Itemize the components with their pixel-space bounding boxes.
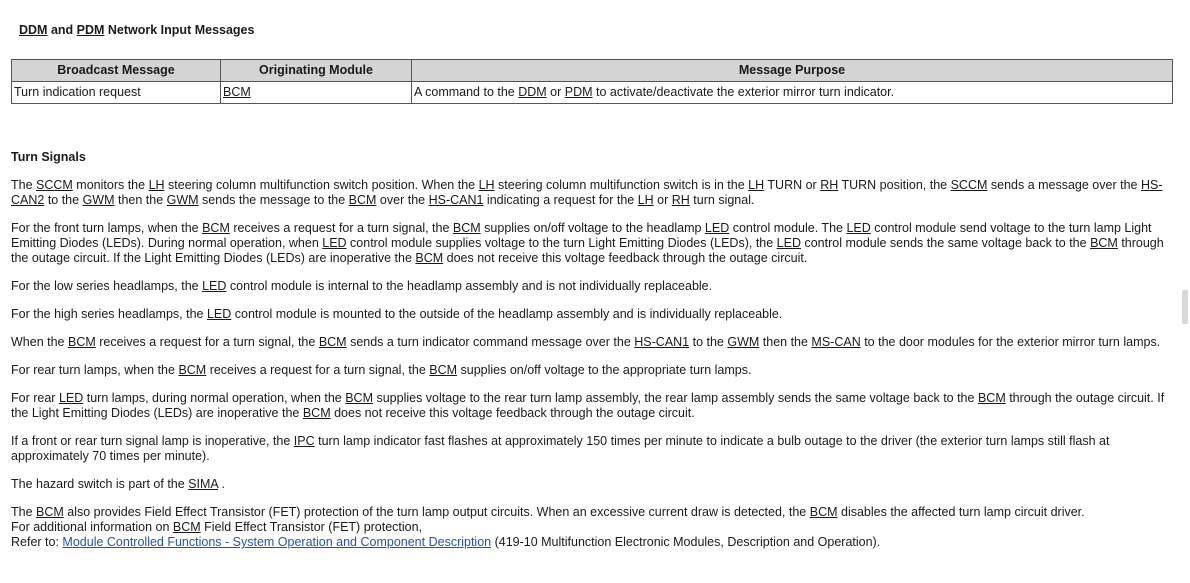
abbr-link[interactable]: LED [704,221,730,235]
abbr-link[interactable]: GWM [166,193,199,207]
table-header-row [12,60,1173,82]
abbr-link[interactable]: BCM [302,406,331,420]
paragraph-text: For rear turn lamps, when the [11,363,179,377]
abbr-link[interactable]: BCM [1090,236,1118,250]
abbr-link[interactable]: LED [206,307,232,321]
originating-module-cell [221,82,412,104]
paragraph [11,363,1173,378]
paragraph-text: The [11,505,37,519]
abbr-link[interactable]: LH [478,178,495,192]
paragraph-text: supplies voltage to the rear turn lamp assembly, the rear lamp assembly sends the same voltage back to the [373,391,978,405]
abbr-link[interactable]: BCM [36,505,64,519]
paragraph-text: Field Effect Transistor (FET) protection, [200,520,423,534]
paragraph-text: control module is mounted to the outside of the headlamp assembly and is individually replaceable. [231,307,783,321]
paragraph-text: control module supplies voltage to the turn Light Emitting Diodes (LEDs), the [346,236,777,250]
paragraph-text: sends a turn indicator command message over the [346,335,635,349]
abbr-link[interactable]: GWM [727,335,760,349]
paragraph-text: control module. The [729,221,847,235]
column-header: Message Purpose [412,60,1173,82]
paragraph-text: also provides Field Effect Transistor (FET) protection of the turn lamp output circuits. When an excessive current draw is detected, the [63,505,810,519]
paragraph-text: turn lamp indicator fast flashes at approximately 150 times per minute to indicate a bulb outage to the driver (the exterior turn lamps still flash at approximately 70 times per minute). [11,434,1110,463]
paragraph-text: TURN or [764,178,821,192]
table-row [12,82,1173,104]
abbr-link[interactable]: LH [148,178,165,192]
paragraph-text: to the [44,193,83,207]
paragraph [11,434,1173,464]
paragraph-text: to the door modules for the exterior mirror turn lamps. [860,335,1161,349]
abbr-link[interactable]: BCM [415,251,444,265]
abbr-link[interactable]: BCM [809,505,838,519]
broadcast-message-cell: Turn indication request [12,82,221,104]
paragraph [11,477,1173,492]
abbr-link[interactable]: BCM [318,335,347,349]
cell-text: or [546,85,565,99]
abbr-link[interactable]: DDM [518,85,547,99]
paragraph-text: does not receive this voltage feedback through the outage circuit. [330,406,695,420]
paragraph-text: to the [689,335,728,349]
paragraph-text: sends the message to the [198,193,349,207]
paragraph-text: indicating a request for the [483,193,638,207]
abbr-link[interactable]: LED [202,279,227,293]
paragraph-text: If a front or rear turn signal lamp is inoperative, the [11,434,294,448]
paragraph-text: control module is internal to the headlamp assembly and is not individually replaceable. [226,279,713,293]
paragraph-text: The hazard switch is part of the [11,477,189,491]
abbr-link[interactable]: BCM [345,391,373,405]
paragraph [11,307,1173,322]
refer-text: (419-10 Multifunction Electronic Modules, Description and Operation). [491,535,881,549]
section-heading [19,23,254,38]
paragraph-text: control module send voltage to the turn lamp Light Emitting Diodes (LEDs). During normal operation, when [11,221,1152,250]
abbr-link[interactable]: BCM [67,335,96,349]
paragraph [11,391,1173,421]
abbr-link[interactable]: RH [671,193,690,207]
abbr-link[interactable]: DDM [19,23,48,37]
abbr-link[interactable]: BCM [977,391,1006,405]
abbr-link[interactable]: HS-CAN1 [634,335,690,349]
paragraph-text: For rear [11,391,59,405]
paragraph-text: control module sends the same voltage back to the [801,236,1091,250]
description-paragraphs [11,178,1173,550]
abbr-link[interactable]: PDM [76,23,105,37]
column-header: Broadcast Message [12,60,221,82]
abbr-link[interactable]: SIMA [188,477,219,491]
abbr-link[interactable]: BCM [202,221,230,235]
paragraph-text: receives a request for a turn signal, the [206,363,430,377]
cell-text: A command to the [414,85,519,99]
paragraph [11,178,1173,208]
paragraph-text: monitors the [72,178,149,192]
abbr-link[interactable]: IPC [293,434,315,448]
paragraph [11,505,1173,550]
paragraph-text: through the outage circuit. If the Light Emitting Diodes (LEDs) are inoperative the [11,236,1164,265]
paragraph-text: receives a request for a turn signal, the [229,221,453,235]
abbr-link[interactable]: LED [58,391,84,405]
paragraph-text: For the low series headlamps, the [11,279,203,293]
paragraph-text: supplies on/off voltage to the headlamp [480,221,705,235]
paragraph [11,221,1173,266]
paragraph-text: through the outage circuit. If the Light Emitting Diodes (LEDs) are inoperative the [11,391,1165,420]
abbr-link[interactable]: SCCM [36,178,73,192]
abbr-link[interactable]: BCM [452,221,481,235]
paragraph [11,335,1173,350]
paragraph-text: supplies on/off voltage to the appropriate turn lamps. [457,363,752,377]
abbr-link[interactable]: RH [820,178,839,192]
abbr-link[interactable]: MS-CAN [811,335,861,349]
paragraph-text: sends a message over the [987,178,1141,192]
paragraph-text: For the front turn lamps, when the [11,221,203,235]
paragraph-text: over the [376,193,429,207]
turn-signals-heading: Turn Signals [11,150,86,164]
refer-text: Refer to: [11,535,63,549]
abbr-link[interactable]: GWM [82,193,115,207]
paragraph-text: or [653,193,672,207]
abbr-link[interactable]: BCM [178,363,207,377]
paragraph-text: steering column multifunction switch position. When the [164,178,479,192]
paragraph-text: then the [759,335,812,349]
paragraph-text: turn lamps, during normal operation, when the [83,391,346,405]
abbr-link[interactable]: BCM [223,85,251,99]
abbr-link[interactable]: LH [748,178,765,192]
paragraph-text: then the [114,193,167,207]
abbr-link[interactable]: LED [846,221,871,235]
paragraph-text: does not receive this voltage feedback through the outage circuit. [443,251,808,265]
abbr-link[interactable]: LED [776,236,801,250]
paragraph-text: disables the affected turn lamp circuit driver. [837,505,1085,519]
cell-text: to activate/deactivate the exterior mirror turn indicator. [592,85,895,99]
paragraph [11,279,1173,294]
heading-text: Network Input Messages [104,23,255,37]
abbr-link[interactable]: LED [322,236,347,250]
abbr-link[interactable]: HS-CAN1 [428,193,484,207]
scrollbar-thumb[interactable] [1182,290,1188,324]
heading-text: and [47,23,77,37]
refer-link[interactable]: Module Controlled Functions - System Operation and Component Description [62,535,492,549]
paragraph-text: receives a request for a turn signal, the [95,335,319,349]
abbr-link[interactable]: BCM [429,363,458,377]
column-header: Originating Module [221,60,412,82]
abbr-link[interactable]: HS-CAN2 [11,178,1163,207]
paragraph-text: For the high series headlamps, the [11,307,207,321]
message-purpose-cell [412,82,1173,104]
paragraph-text: The [11,178,37,192]
abbr-link[interactable]: LH [637,193,654,207]
abbr-link[interactable]: PDM [564,85,593,99]
abbr-link[interactable]: BCM [172,520,201,534]
paragraph-text: . [218,477,225,491]
paragraph-text: TURN position, the [838,178,951,192]
paragraph-text: When the [11,335,68,349]
network-input-messages-table [11,59,1173,104]
abbr-link[interactable]: SCCM [950,178,988,192]
paragraph-text: steering column multifunction switch is in the [494,178,749,192]
paragraph-text: For additional information on [11,520,173,534]
paragraph-text: turn signal. [689,193,755,207]
abbr-link[interactable]: BCM [348,193,377,207]
